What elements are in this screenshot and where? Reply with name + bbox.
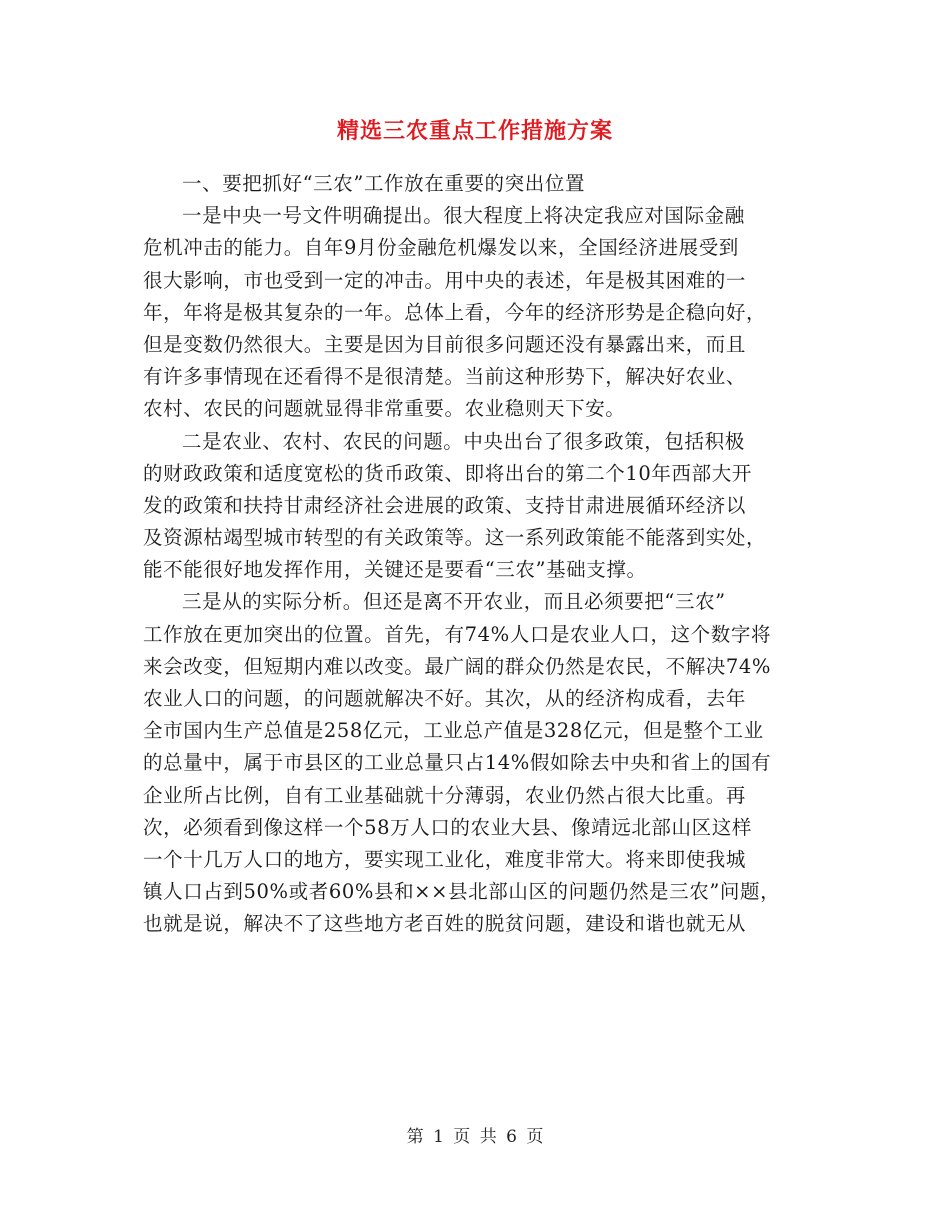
footer-total-word: 共	[479, 1127, 497, 1147]
document-body	[143, 168, 810, 941]
text-line: 及资源枯竭型城市转型的有关政策等。这一系列政策能不能落到实处，	[143, 526, 767, 550]
text-line: 次，必须看到像这样一个58万人口的农业大县、像靖远北部山区这样	[143, 815, 752, 839]
text-line: 的财政政策和适度宽松的货币政策、即将出台的第二个10年西部大开	[143, 461, 752, 485]
text-line: 也就是说，解决不了这些地方老百姓的脱贫问题，建设和谐也就无从	[143, 912, 747, 936]
text-line: 全市国内生产总值是258亿元，工业总产值是328亿元，但是整个工业	[143, 719, 764, 743]
text-line: 年，年将是极其复杂的一年。总体上看，今年的经济形势是企稳向好，	[143, 300, 767, 324]
text-line: 有许多事情现在还看得不是很清楚。当前这种形势下，解决好农业、	[143, 365, 747, 389]
text-line: 很大影响，市也受到一定的冲击。用中央的表述，年是极其困难的一	[143, 268, 747, 292]
text-line: 企业所占比例，自有工业基础就十分薄弱，农业仍然占很大比重。再	[143, 783, 747, 807]
text-line: 一是中央一号文件明确提出。很大程度上将决定我应对国际金融	[182, 204, 745, 228]
footer-page-word: 页	[453, 1127, 471, 1147]
footer-suffix: 页	[526, 1127, 544, 1147]
document-title: 精选三农重点工作措施方案	[336, 118, 613, 144]
text-line: 来会改变，但短期内难以改变。最广阔的群众仍然是农民，不解决74%	[143, 654, 772, 678]
footer-current-page: 1	[433, 1127, 444, 1147]
text-line: 工作放在更加突出的位置。首先，有74%人口是农业人口，这个数字将	[143, 622, 772, 646]
text-line: 农村、农民的问题就显得非常重要。农业稳则天下安。	[143, 397, 626, 421]
text-line: 但是变数仍然很大。主要是因为目前很多问题还没有暴露出来，而且	[143, 332, 747, 356]
text-line: 二是农业、农村、农民的问题。中央出台了很多政策，包括积极	[182, 429, 745, 453]
text-line: 的总量中，属于市县区的工业总量只占14%假如除去中央和省上的国有	[143, 751, 772, 775]
text-line: 危机冲击的能力。自年9月份金融危机爆发以来，全国经济进展受到	[143, 236, 739, 260]
text-line: 能不能很好地发挥作用，关键还是要看“三农”基础支撑。	[143, 558, 647, 582]
text-line: 发的政策和扶持甘肃经济社会进展的政策、支持甘肃进展循环经济以	[143, 493, 747, 517]
text-line: 一个十几万人口的地方，要实现工业化，难度非常大。将来即使我城	[143, 847, 747, 871]
text-line: 农业人口的问题，的问题就解决不好。其次，从的经济构成看，去年	[143, 687, 747, 710]
footer-total-pages: 6	[506, 1127, 517, 1147]
footer-prefix: 第	[406, 1127, 424, 1147]
text-line: 一、要把抓好“三农”工作放在重要的突出位置	[182, 172, 586, 195]
page-footer	[0, 1122, 950, 1147]
text-line: 镇人口占到50%或者60%县和××县北部山区的问题仍然是三农”问题，	[143, 880, 781, 904]
text-line: 三是从的实际分析。但还是离不开农业，而且必须要把“三农”	[182, 590, 726, 614]
